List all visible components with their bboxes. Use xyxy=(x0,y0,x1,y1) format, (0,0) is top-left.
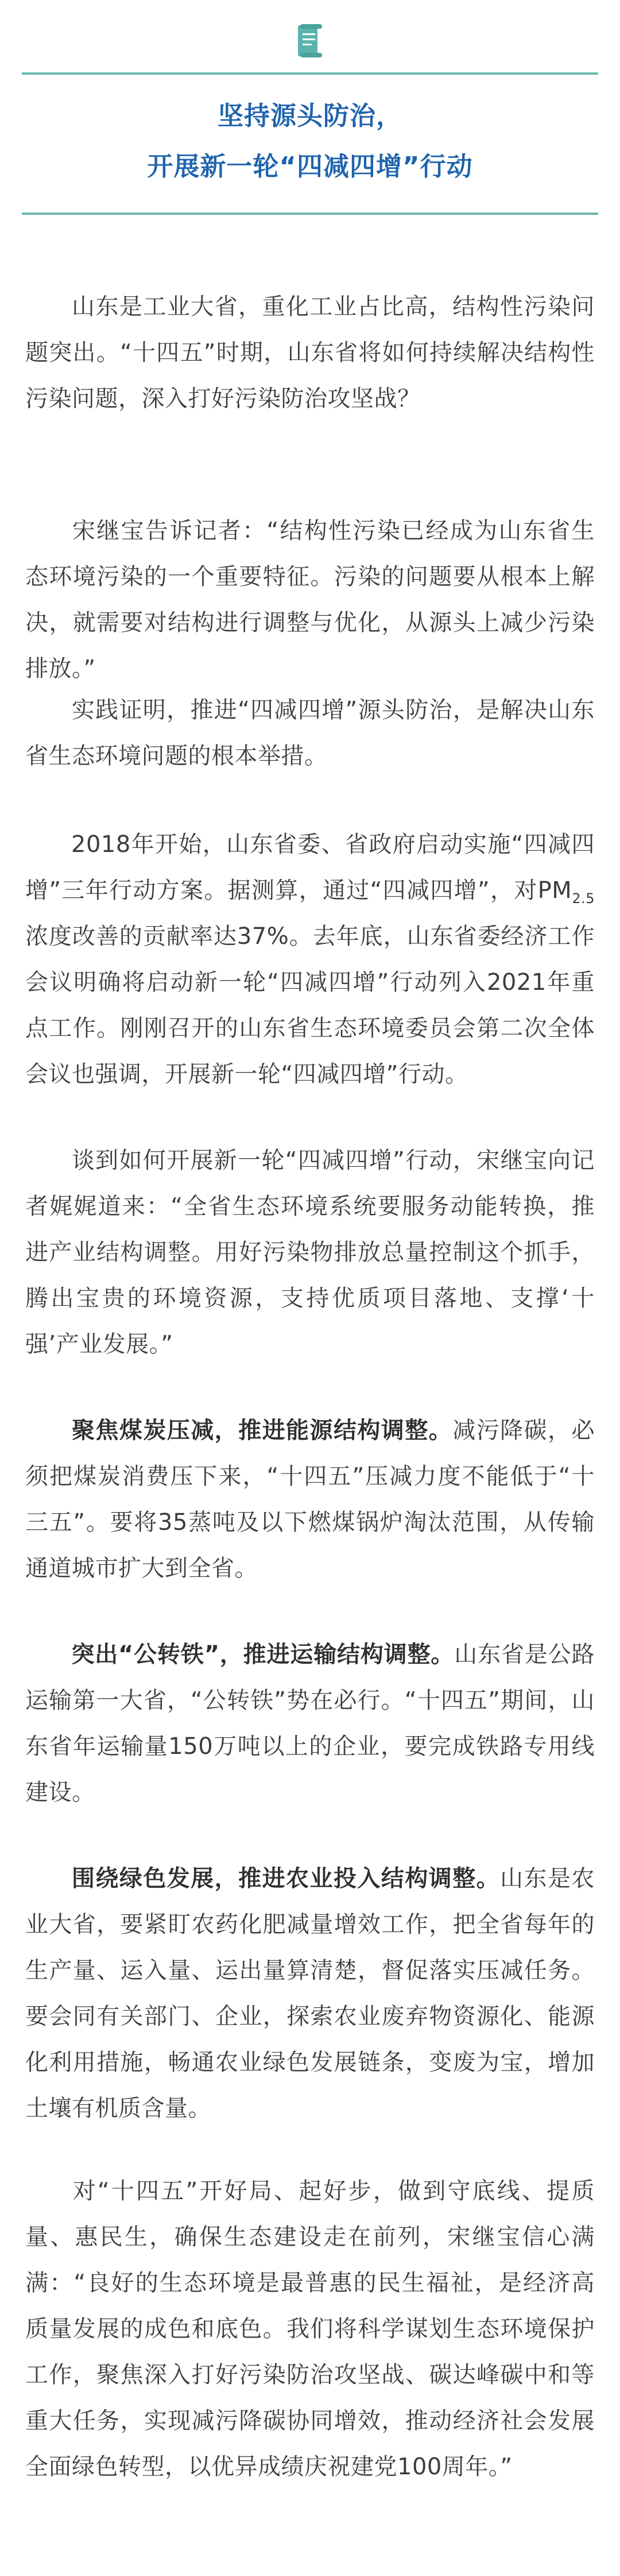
paragraph-text: 浓度改善的贡献率达37%。去年底，山东省委经济工作会议明确将启动新一轮“四减四增”行动列入2021年重点工作。刚刚召开的山东省生态环境委员会第二次全体会议也强调，开展新一轮“四减四增”行动。 xyxy=(25,923,595,1088)
article-header xyxy=(0,0,620,218)
paragraph xyxy=(25,1137,595,1367)
paragraph-text: 减污降碳，必须把煤炭消费压下来，“十四五”压减力度不能低于“十三五”。要将35蒸吨及以下燃煤锅炉淘汰范围，从传输通道城市扩大到全省。 xyxy=(25,1417,595,1582)
paragraph-lead: 突出“公转铁”，推进运输结构调整。 xyxy=(71,1641,455,1668)
paragraph xyxy=(25,687,595,779)
paragraph xyxy=(25,284,595,422)
paragraph xyxy=(25,1632,595,1815)
subscript-text: 2.5 xyxy=(572,890,595,907)
paragraph-text: 对“十四五”开好局、起好步，做到守底线、提质量、惠民生，确保生态建设走在前列，宋继宝信心满满：“良好的生态环境是最普惠的民生福祉，是经济高质量发展的成色和底色。我们将科学谋划生态环境保护工作，聚焦深入打好污染防治攻坚战、碳达峰碳中和等重大任务，实现减污降碳协同增效，推动经济社会发展全面绿色转型，以优异成绩庆祝建党100周年。” xyxy=(25,2178,595,2480)
article-title-line-1: 坚持源头防治， xyxy=(217,101,402,131)
paragraph-text: 2018年开始，山东省委、省政府启动实施“四减四增”三年行动方案。据测算，通过“四减四增”，对PM xyxy=(25,831,595,904)
paragraph-text: 谈到如何开展新一轮“四减四增”行动，宋继宝向记者娓娓道来：“全省生态环境系统要服务动能转换，推进产业结构调整。用好污染物排放总量控制这个抓手，腾出宝贵的环境资源，支持优质项目落地、支撑‘十强’产业发展。” xyxy=(25,1147,595,1358)
paragraph-text: 山东是工业大省，重化工业占比高，结构性污染问题突出。“十四五”时期，山东省将如何持续解决结构性污染问题，深入打好污染防治攻坚战？ xyxy=(25,294,595,412)
paragraph-lead: 聚焦煤炭压减，推进能源结构调整。 xyxy=(71,1417,453,1444)
scroll-icon xyxy=(296,23,324,59)
paragraph xyxy=(25,508,595,692)
paragraph xyxy=(25,1856,595,2131)
paragraph xyxy=(25,822,595,1097)
header-rule-top xyxy=(22,72,598,75)
paragraph xyxy=(25,2168,595,2490)
paragraph-text: 实践证明，推进“四减四增”源头防治，是解决山东省生态环境问题的根本举措。 xyxy=(25,697,595,769)
paragraph xyxy=(25,1407,595,1591)
header-rule-bottom xyxy=(22,213,598,215)
paragraph-text: 山东省是公路运输第一大省，“公转铁”势在必行。“十四五”期间，山东省年运输量150万吨以上的企业，要完成铁路专用线建设。 xyxy=(25,1641,595,1806)
paragraph-text: 宋继宝告诉记者：“结构性污染已经成为山东省生态环境污染的一个重要特征。污染的问题要从根本上解决，就需要对结构进行调整与优化，从源头上减少污染排放。” xyxy=(25,518,595,682)
paragraph-text: 山东是农业大省，要紧盯农药化肥减量增效工作，把全省每年的生产量、运入量、运出量算清楚，督促落实压减任务。要会同有关部门、企业，探索农业废弃物资源化、能源化利用措施，畅通农业绿色发展链条，变废为宝，增加土壤有机质含量。 xyxy=(25,1865,595,2122)
paragraph-lead: 围绕绿色发展，推进农业投入结构调整。 xyxy=(71,1865,501,1892)
article-title-line-2: 开展新一轮“四减四增”行动 xyxy=(147,151,473,182)
